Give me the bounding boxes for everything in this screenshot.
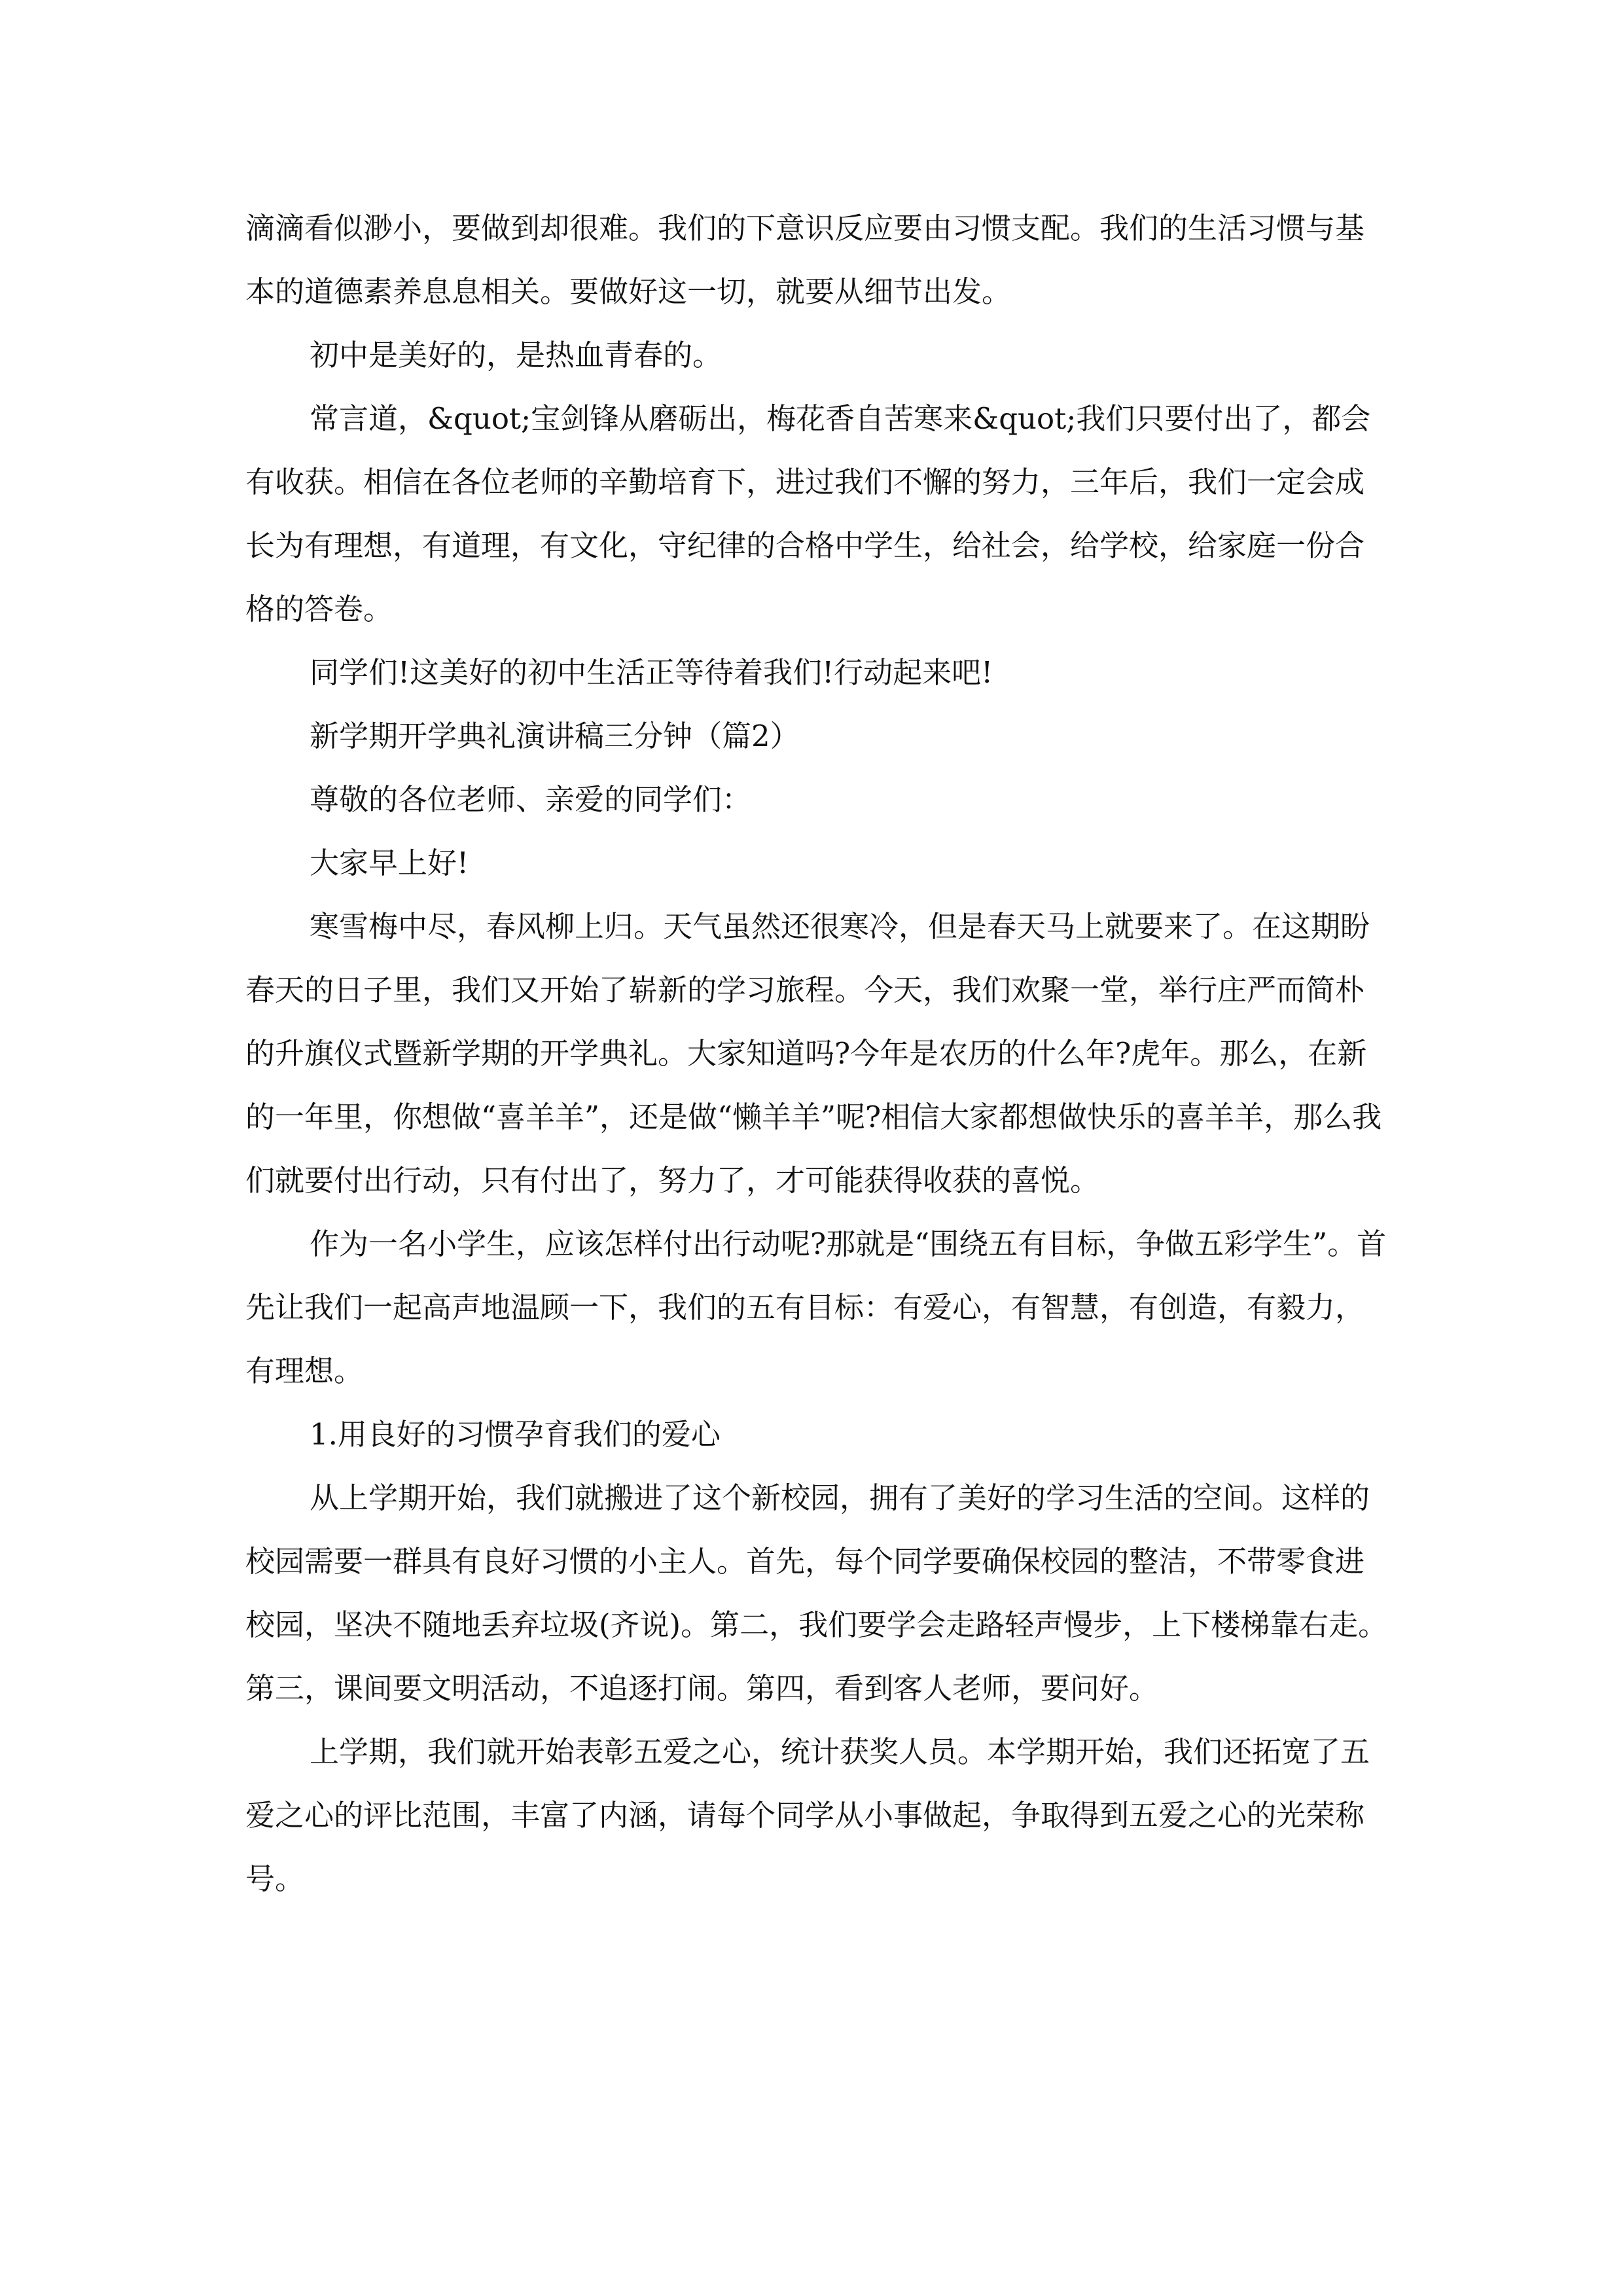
document-page xyxy=(245,196,1391,1910)
paragraph: 同学们!这美好的初中生活正等待着我们!行动起来吧! xyxy=(310,655,993,690)
paragraph: 从上学期开始，我们就搬进了这个新校园，拥有了美好的学习生活的空间。这样的校园需要一群具有良好习惯的小主人。首先，每个同学要确保校园的整洁，不带零食进校园，坚决不随地丢弃垃圾(齐说)。第二，我们要学会走路轻声慢步，上下楼梯靠右走。第三，课间要文明活动，不追逐打闹。第四，看到客人老师，要问好。 xyxy=(245,1480,1388,1706)
paragraph: 常言道，&quot;宝剑锋从磨砺出，梅花香自苦寒来&quot;我们只要付出了，都会有收获。相信在各位老师的辛勤培育下，进过我们不懈的努力，三年后，我们一定会成长为有理想，有道理，有文化，守纪律的合格中学生，给社会，给学校，给家庭一份合格的答卷。 xyxy=(245,401,1371,626)
paragraph: 寒雪梅中尽，春风柳上归。天气虽然还很寒冷，但是春天马上就要来了。在这期盼春天的日子里，我们又开始了崭新的学习旅程。今天，我们欢聚一堂，举行庄严而简朴的升旗仪式暨新学期的开学典礼。大家知道吗?今年是农历的什么年?虎年。那么，在新的一年里，你想做“喜羊羊”，还是做“懒羊羊”呢?相信大家都想做快乐的喜羊羊，那么我们就要付出行动，只有付出了，努力了，才可能获得收获的喜悦。 xyxy=(245,909,1382,1198)
paragraph: 初中是美好的，是热血青春的。 xyxy=(310,338,722,372)
salutation: 尊敬的各位老师、亲爱的同学们： xyxy=(310,782,752,817)
paragraph: 上学期，我们就开始表彰五爱之心，统计获奖人员。本学期开始，我们还拓宽了五爱之心的评比范围，丰富了内涵，请每个同学从小事做起，争取得到五爱之心的光荣称号。 xyxy=(245,1734,1370,1896)
paragraph: 作为一名小学生，应该怎样付出行动呢?那就是“围绕五有目标，争做五彩学生”。首先让我们一起高声地温顾一下，我们的五有目标：有爱心，有智慧，有创造，有毅力，有理想。 xyxy=(245,1227,1387,1388)
subheading: 1.用良好的习惯孕育我们的爱心 xyxy=(310,1417,721,1452)
section-heading: 新学期开学典礼演讲稿三分钟（篇2） xyxy=(310,719,800,753)
greeting: 大家早上好! xyxy=(310,846,469,880)
paragraph: 滴滴看似渺小，要做到却很难。我们的下意识反应要由习惯支配。我们的生活习惯与基本的道德素养息息相关。要做好这一切，就要从细节出发。 xyxy=(245,211,1365,309)
